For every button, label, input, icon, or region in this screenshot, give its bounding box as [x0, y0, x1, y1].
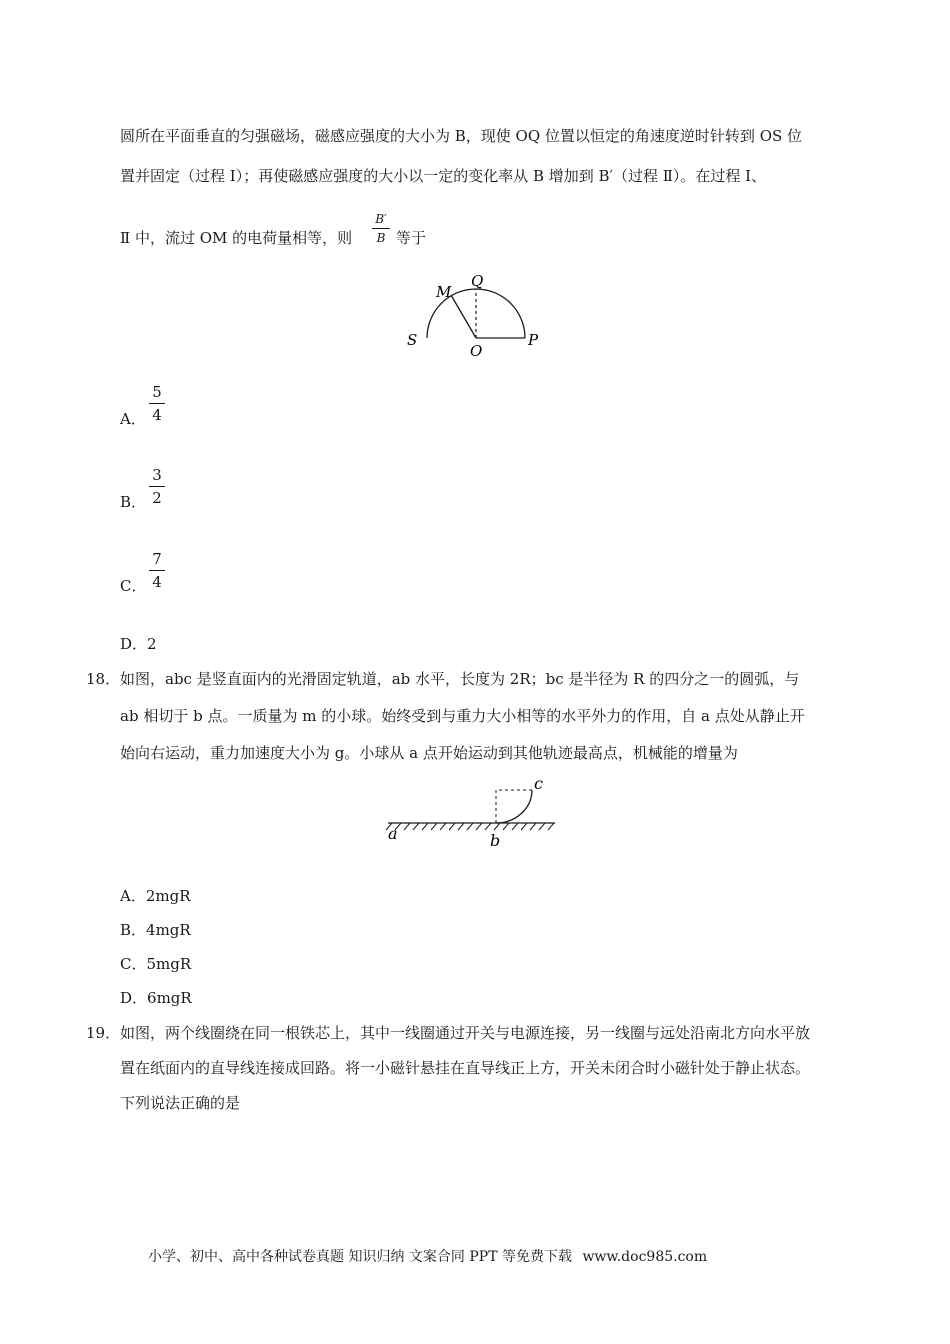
q18-label-a: a: [388, 824, 398, 843]
q18-option-d: [120, 988, 192, 1008]
q18-option-c-value: 5mgR: [146, 955, 192, 973]
q17-option-a-label: A．: [120, 410, 146, 428]
q17-option-b-fraction: [147, 466, 167, 507]
q17-label-o: O: [470, 342, 483, 360]
q17-text-line3-pre: Ⅱ 中，流过 OM 的电荷量相等，则: [120, 229, 353, 247]
q18-text-line2: ab 相切于 b 点。一质量为 m 的小球。始终受到与重力大小相等的水平外力的作用，自 a 点处从静止开: [120, 707, 805, 725]
q19-text-line1: 如图，两个线圈绕在同一根铁芯上，其中一线圈通过开关与电源连接，另一线圈与远处沿南北方向水平放: [120, 1024, 811, 1042]
q18-label-b: b: [490, 831, 501, 850]
q19-number: 19．: [86, 1024, 121, 1042]
q17-label-s: S: [407, 331, 418, 349]
q18-option-b: [120, 920, 191, 940]
q17-option-b-den: 2: [152, 489, 162, 507]
q19-text-line2: 置在纸面内的直导线连接成回路。将一小磁针悬挂在直导线正上方，开关未闭合时小磁针处于静止状态。: [120, 1059, 811, 1077]
q18-ground-hatching: [386, 823, 554, 830]
q17-option-c-den: 4: [152, 573, 162, 591]
q17-option-d: [120, 634, 157, 654]
q17-figure: [395, 265, 595, 375]
q17-option-a-fraction: [147, 383, 167, 424]
q17-ratio-fraction: [370, 212, 392, 245]
q17-radius-om: [451, 295, 476, 338]
q17-text-line3-post: 等于: [396, 229, 427, 247]
footer-text: 小学、初中、高中各种试卷真题 知识归纳 文案合同 PPT 等免费下载: [148, 1249, 572, 1265]
q17-option-c-fraction: [147, 550, 167, 591]
q17-option-d-value: 2: [147, 635, 157, 653]
q18-number: 18．: [86, 670, 121, 688]
q17-ratio-denominator: B: [376, 231, 386, 245]
q18-figure: [380, 775, 570, 855]
q18-option-a-value: 2mgR: [145, 887, 191, 905]
footer-site-link[interactable]: www.doc985.com: [582, 1249, 708, 1265]
q18-option-a: [120, 886, 191, 906]
q17-option-b-label: B．: [120, 493, 147, 511]
q18-option-b-label: B．: [120, 921, 147, 939]
q17-option-a-den: 4: [152, 406, 162, 424]
q18-text-line3: 始向右运动，重力加速度大小为 g。小球从 a 点开始运动到其他轨迹最高点，机械能的增量为: [120, 744, 738, 762]
q18-option-a-label: A．: [120, 887, 146, 905]
q18-option-c: [120, 954, 191, 974]
q17-option-c-num: 7: [152, 550, 162, 568]
q17-option-b-num: 3: [152, 466, 162, 484]
q18-option-d-label: D．: [120, 989, 148, 1007]
q17-option-a-num: 5: [152, 383, 162, 401]
q17-label-q: Q: [471, 272, 484, 290]
page-footer: [148, 1246, 707, 1266]
q17-text-line2: 置并固定（过程 Ⅰ）；再使磁感应强度的大小以一定的变化率从 B 增加到 B′（过程 Ⅱ）。在过程 Ⅰ、: [120, 167, 767, 185]
q17-label-p: P: [528, 331, 539, 349]
q18-text-line1: 如图，abc 是竖直面内的光滑固定轨道，ab 水平，长度为 2R；bc 是半径为 R 的四分之一的圆弧，与: [120, 670, 800, 688]
q18-option-b-value: 4mgR: [146, 921, 191, 939]
q17-option-c-label: C．: [120, 577, 147, 595]
q19-text-line3: 下列说法正确的是: [120, 1094, 241, 1112]
q17-ratio-numerator: B′: [375, 212, 387, 226]
q17-text-line1: 圆所在平面垂直的匀强磁场，磁感应强度的大小为 B，现使 OQ 位置以恒定的角速度逆时针转到 OS 位: [120, 127, 803, 145]
q17-option-d-label: D．: [120, 635, 148, 653]
q18-quarter-arc: [496, 790, 532, 823]
q18-label-c: c: [534, 775, 543, 793]
q18-option-d-value: 6mgR: [147, 989, 192, 1007]
q17-label-m: M: [436, 283, 452, 301]
q18-option-c-label: C．: [120, 955, 147, 973]
